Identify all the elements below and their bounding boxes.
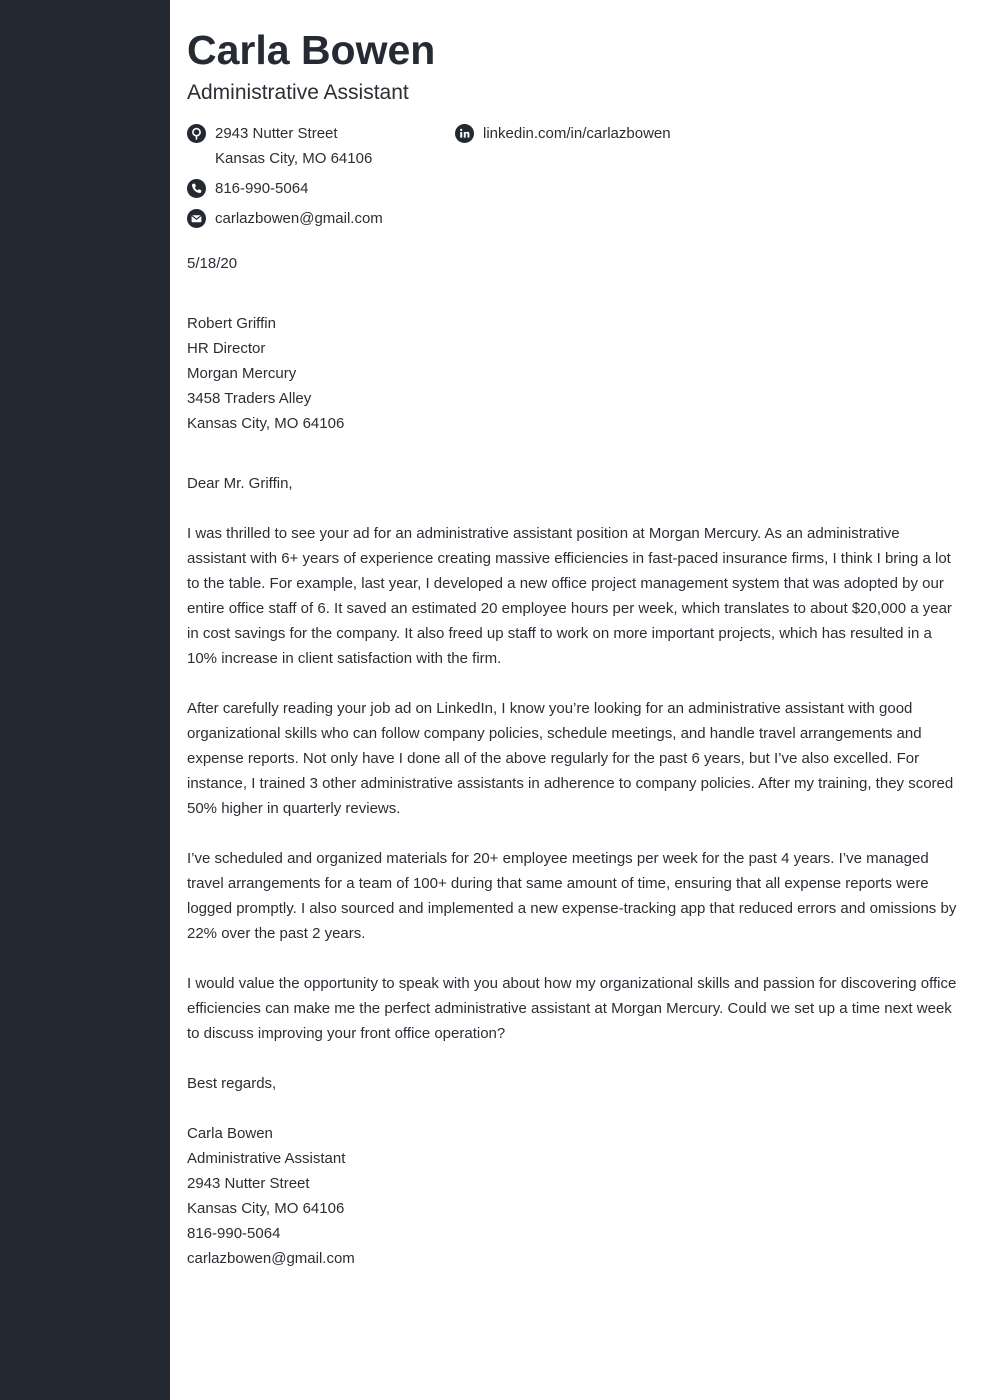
signature-email: carlazbowen@gmail.com xyxy=(187,1250,355,1267)
contact-email xyxy=(187,206,437,231)
body-paragraph: After carefully reading your job ad on LinkedIn, I know you’re looking for an administrative assistant with good organizational skills who can follow company policies, schedule meetings, and handle travel arrangements and expense reports. Not only have I done all of the above regularly for the past 6 years, but I’ve also excelled. For instance, I trained 3 other administrative assistants in adherence to company policies. After my training, they scored 50% higher in quarterly reviews. xyxy=(187,700,954,817)
contact-phone xyxy=(187,176,437,201)
applicant-job-title: Administrative Assistant xyxy=(187,81,409,104)
recipient-city: Kansas City, MO 64106 xyxy=(187,415,345,432)
phone-icon xyxy=(187,179,206,198)
body-paragraph: I would value the opportunity to speak with you about how my organizational skills and passion for discovering office efficiencies can make me the perfect administrative assistant at Morgan Mercury. Could we set up a time next week to discuss improving your front office operation? xyxy=(187,975,957,1042)
linkedin-link[interactable]: linkedin.com/in/carlazbowen xyxy=(483,125,671,142)
signature-phone: 816-990-5064 xyxy=(187,1225,281,1242)
recipient-block xyxy=(187,311,962,436)
left-sidebar-band xyxy=(0,0,170,1400)
location-pin-icon xyxy=(187,124,206,143)
email-address[interactable]: carlazbowen@gmail.com xyxy=(215,210,383,227)
contact-linkedin xyxy=(455,121,715,146)
applicant-name: Carla Bowen xyxy=(187,27,436,73)
signature-street: 2943 Nutter Street xyxy=(187,1175,310,1192)
letter-body xyxy=(187,251,962,1271)
signature-title: Administrative Assistant xyxy=(187,1150,346,1167)
recipient-street: 3458 Traders Alley xyxy=(187,390,312,407)
contact-address xyxy=(187,121,437,171)
address-line-2: Kansas City, MO 64106 xyxy=(215,150,373,167)
signature-block xyxy=(187,1121,962,1271)
salutation: Dear Mr. Griffin, xyxy=(187,475,293,492)
phone-number[interactable]: 816-990-5064 xyxy=(215,180,309,197)
letter-date: 5/18/20 xyxy=(187,255,238,272)
envelope-icon xyxy=(187,209,206,228)
recipient-name: Robert Griffin xyxy=(187,315,276,332)
body-paragraph: I was thrilled to see your ad for an administrative assistant position at Morgan Mercury. As an administrative assistant with 6+ years of experience creating massive efficiencies in fast-paced insurance firms, I think I bring a lot to the table. For example, last year, I developed a new office project management system that was adopted by our entire office staff of 6. It saved an estimated 20 employee hours per week, which translates to about $20,000 a year in cost savings for the company. It also freed up staff to work on more important projects, which has resulted in a 10% increase in client satisfaction with the firm. xyxy=(187,525,952,667)
recipient-title: HR Director xyxy=(187,340,266,357)
linkedin-icon xyxy=(455,124,474,143)
closing: Best regards, xyxy=(187,1075,277,1092)
body-paragraph: I’ve scheduled and organized materials for 20+ employee meetings per week for the past 4 years. I’ve managed travel arrangements for a team of 100+ during that same amount of time, ensuring that all expense reports were logged promptly. I also sourced and implemented a new expense-tracking app that reduced errors and omissions by 22% over the past 2 years. xyxy=(187,850,957,942)
recipient-company: Morgan Mercury xyxy=(187,365,297,382)
signature-name: Carla Bowen xyxy=(187,1125,273,1142)
address-line-1: 2943 Nutter Street xyxy=(215,125,338,142)
signature-city: Kansas City, MO 64106 xyxy=(187,1200,345,1217)
